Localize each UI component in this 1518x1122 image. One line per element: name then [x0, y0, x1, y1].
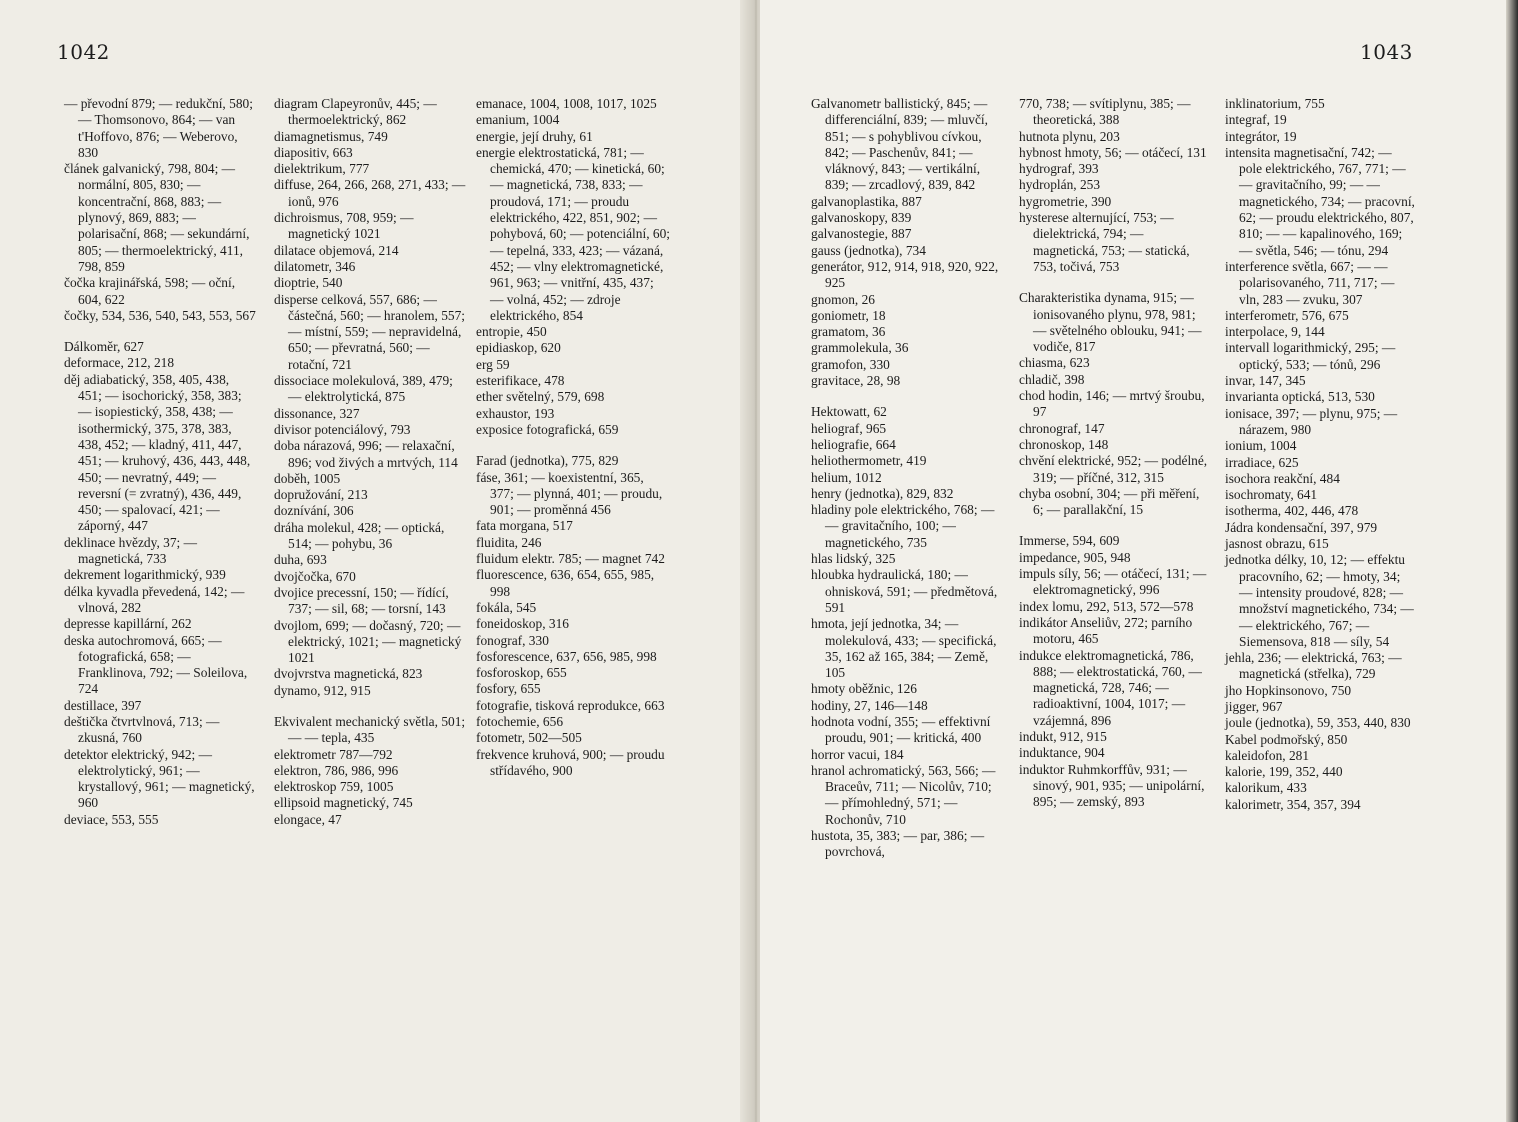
index-entry: hysterese alternující, 753; — dielektrická, 794; — magnetická, 753; — statická, 753, točivá, 753 — [1019, 210, 1190, 274]
index-entry: kalorikum, 433 — [1225, 780, 1307, 796]
index-entry: dissonance, 327 — [274, 405, 360, 421]
index-entry: hranol achromatický, 563, 566; — Braceův, 711; — Nicolův, 710; — přímohledný, 571; — Rochonův, 710 — [811, 762, 996, 827]
index-entry: dielektrikum, 777 — [274, 161, 370, 177]
index-entry: jho Hopkinsonovo, 750 — [1225, 682, 1352, 698]
index-entry: dvojlom, 699; — dočasný, 720; — elektrický, 1021; — magnetický 1021 — [274, 617, 462, 666]
index-entry: indikátor Anseliův, 272; parního motoru, 465 — [1019, 614, 1193, 647]
index-entry: fosfory, 655 — [476, 681, 541, 697]
index-entry: fáse, 361; — koexistentní, 365, 377; — plynná, 401; — proudu, 901; — proměnná 456 — [476, 469, 663, 518]
index-entry: Farad (jednotka), 775, 829 — [476, 453, 619, 469]
index-entry: hloubka hydraulická, 180; — ohnisková, 591; — předmětová, 591 — [811, 567, 998, 615]
index-entry: fosforescence, 637, 656, 985, 998 — [476, 648, 657, 664]
index-entry: chyba osobní, 304; — při měření, 6; — parallakční, 15 — [1019, 485, 1200, 518]
index-entry: hydrograf, 393 — [1019, 161, 1099, 177]
index-entry: čočky, 534, 536, 540, 543, 553, 567 — [64, 307, 256, 323]
index-entry: ionisace, 397; — plynu, 975; — nárazem, 980 — [1225, 405, 1398, 437]
index-entry: 770, 738; — svítiplynu, 385; — theoretická, 388 — [1019, 96, 1191, 128]
index-column-5 — [1019, 96, 1211, 810]
index-column-1 — [64, 96, 256, 828]
index-entry: Ekvivalent mechanický světla, 501; — — tepla, 435 — [274, 713, 466, 746]
index-entry: gauss (jednotka), 734 — [811, 242, 926, 258]
index-entry: dioptrie, 540 — [274, 275, 343, 291]
index-entry: fluorescence, 636, 654, 655, 985, 998 — [476, 567, 655, 599]
index-entry: emanium, 1004 — [476, 112, 560, 128]
index-entry: elongace, 47 — [274, 811, 342, 827]
index-column-2 — [274, 96, 466, 828]
index-entry: Immerse, 594, 609 — [1019, 533, 1120, 549]
index-entry: exhaustor, 193 — [476, 405, 555, 421]
index-entry: heliothermometr, 419 — [811, 453, 927, 469]
index-entry: dráha molekul, 428; — optická, 514; — pohybu, 36 — [274, 519, 445, 552]
index-entry: hodiny, 27, 146—148 — [811, 697, 928, 713]
index-entry: fotometr, 502—505 — [476, 730, 582, 746]
index-entry: doběh, 1005 — [274, 470, 341, 486]
index-entry: galvanoplastika, 887 — [811, 193, 922, 209]
index-entry: gnomon, 26 — [811, 291, 875, 307]
index-entry: Jádra kondensační, 397, 979 — [1225, 519, 1378, 535]
index-entry: doba nárazová, 996; — relaxační, 896; vod živých a mrtvých, 114 — [274, 438, 458, 470]
index-entry: gramofon, 330 — [811, 356, 890, 372]
index-entry: dynamo, 912, 915 — [274, 682, 371, 698]
index-entry: impuls síly, 56; — otáčecí, 131; — elektromagnetický, 996 — [1019, 566, 1207, 598]
index-entry: energie, její druhy, 61 — [476, 128, 593, 144]
index-entry: fluidum elektr. 785; — magnet 742 — [476, 551, 665, 567]
index-entry: grammolekula, 36 — [811, 340, 909, 356]
index-entry: hladiny pole elektrického, 768; — — gravitačního, 100; — magnetického, 735 — [811, 502, 995, 550]
index-entry: isotherma, 402, 446, 478 — [1225, 503, 1359, 519]
index-entry: Hektowatt, 62 — [811, 404, 887, 420]
index-entry: chronoskop, 148 — [1019, 436, 1109, 452]
page-edge-shadow — [1506, 0, 1518, 1122]
page-number-left: 1042 — [57, 40, 110, 64]
index-entry: dilatace objemová, 214 — [274, 242, 399, 258]
index-entry: disperse celková, 557, 686; — částečná, 560; — hranolem, 557; — místní, 559; — nepravidelná, 650; — převratná, 560; — rotační, 721 — [274, 291, 466, 372]
index-entry: jasnost obrazu, 615 — [1225, 536, 1329, 552]
index-entry: galvanostegie, 887 — [811, 226, 912, 242]
index-entry: detektor elektrický, 942; — elektrolytický, 961; — krystallový, 961; — magnetický, 960 — [64, 746, 255, 811]
index-column-6 — [1225, 96, 1415, 813]
index-entry: fosforoskop, 655 — [476, 665, 567, 681]
index-entry: ether světelný, 579, 698 — [476, 389, 605, 405]
index-entry: joule (jednotka), 59, 353, 440, 830 — [1225, 715, 1411, 731]
index-entry: elektroskop 759, 1005 — [274, 779, 394, 795]
index-entry: deštička čtvrtvlnová, 713; — zkusná, 760 — [64, 713, 220, 746]
index-entry: jehla, 236; — elektrická, 763; — magnetická (střelka), 729 — [1225, 650, 1402, 682]
index-entry: ionium, 1004 — [1225, 438, 1297, 454]
index-entry: ellipsoid magnetický, 745 — [274, 795, 413, 811]
index-entry: deklinace hvězdy, 37; — magnetická, 733 — [64, 534, 197, 567]
index-entry: gramatom, 36 — [811, 324, 886, 340]
index-entry: invar, 147, 345 — [1225, 373, 1306, 389]
index-entry: hmota, její jednotka, 34; — molekulová, 433; — specifická, 35, 162 až 165, 384; — Země, 105 — [811, 616, 997, 681]
index-entry: dilatometr, 346 — [274, 258, 356, 274]
index-entry: heliograf, 965 — [811, 420, 887, 436]
index-entry: dvojčočka, 670 — [274, 568, 356, 584]
index-entry: chvění elektrické, 952; — podélné, 319; — příčné, 312, 315 — [1019, 453, 1208, 485]
index-entry: intervall logarithmický, 295; — optický, 533; — tónů, 296 — [1225, 340, 1396, 372]
index-entry: induktor Ruhmkorffův, 931; — sinový, 901, 935; — unipolární, 895; — zemský, 893 — [1019, 761, 1205, 810]
index-entry: induktance, 904 — [1019, 745, 1105, 761]
index-entry: gravitace, 28, 98 — [811, 373, 901, 389]
index-entry: jigger, 967 — [1225, 698, 1283, 714]
index-entry: index lomu, 292, 513, 572—578 — [1019, 598, 1194, 614]
index-entry: diamagnetismus, 749 — [274, 128, 388, 144]
index-entry: invarianta optická, 513, 530 — [1225, 389, 1375, 405]
index-entry: deformace, 212, 218 — [64, 355, 175, 371]
index-entry: Kabel podmořský, 850 — [1225, 731, 1348, 747]
index-entry: diffuse, 264, 266, 268, 271, 433; — ionů, 976 — [274, 177, 466, 209]
index-entry: fotochemie, 656 — [476, 713, 564, 729]
index-entry: fotografie, tisková reprodukce, 663 — [476, 697, 665, 713]
index-entry: heliografie, 664 — [811, 436, 896, 452]
index-entry: hygrometrie, 390 — [1019, 193, 1112, 209]
index-entry: fata morgana, 517 — [476, 518, 573, 534]
index-entry: indukt, 912, 915 — [1019, 728, 1107, 744]
index-entry: hustota, 35, 383; — par, 386; — povrchová, — [811, 828, 985, 860]
index-entry: fokála, 545 — [476, 599, 537, 615]
index-entry: diapositiv, 663 — [274, 144, 353, 160]
index-entry: chiasma, 623 — [1019, 355, 1090, 371]
page-number-right: 1043 — [1360, 40, 1413, 64]
index-entry: integrátor, 19 — [1225, 128, 1297, 144]
index-entry: deska autochromová, 665; — fotografická, 658; — Franklinova, 792; — Soleilova, 724 — [64, 632, 248, 697]
index-entry: helium, 1012 — [811, 469, 882, 485]
index-entry: elektron, 786, 986, 996 — [274, 762, 399, 778]
index-entry: goniometr, 18 — [811, 307, 886, 323]
index-entry: foneidoskop, 316 — [476, 616, 569, 632]
index-column-3 — [476, 96, 670, 779]
index-entry: hybnost hmoty, 56; — otáčecí, 131 — [1019, 144, 1207, 160]
index-entry: kaleidofon, 281 — [1225, 747, 1310, 763]
index-entry: fluidita, 246 — [476, 534, 542, 550]
index-entry: článek galvanický, 798, 804; — normální, 805, 830; — koncentrační, 868, 883; — plynový, 869, 883; — polarisační, 868; — sekundární, 805; — thermoelektrický, 411, 798, 859 — [64, 161, 250, 274]
index-entry: exposice fotografická, 659 — [476, 421, 619, 437]
index-entry: interpolace, 9, 144 — [1225, 324, 1325, 340]
index-entry: dvojvrstva magnetická, 823 — [274, 666, 423, 682]
index-entry: entropie, 450 — [476, 324, 547, 340]
index-entry: čočka krajinářská, 598; — oční, 604, 622 — [64, 275, 236, 307]
index-entry: indukce elektromagnetická, 786, 888; — elektrostatická, 760, — magnetická, 728, 746; — radioaktivní, 1004, 1017; — vzájemná, 896 — [1019, 647, 1202, 728]
index-entry: interferometr, 576, 675 — [1225, 307, 1349, 323]
index-entry: inklinatorium, 755 — [1225, 96, 1325, 111]
index-entry: dissociace molekulová, 389, 479; — elektrolytická, 875 — [274, 373, 453, 405]
index-entry: impedance, 905, 948 — [1019, 549, 1131, 565]
index-entry: horror vacui, 184 — [811, 746, 904, 762]
index-entry: chladič, 398 — [1019, 371, 1085, 387]
index-entry: kalorimetr, 354, 357, 394 — [1225, 796, 1361, 812]
index-entry: intensita magnetisační, 742; — pole elektrického, 767, 771; — — gravitačního, 99; — — magnetického, 734; — pracovní, 62; — proudu elektrického, 807, 810; — — kapalinového, 169; — světla, 546; — tónu, 294 — [1225, 144, 1415, 258]
index-entry: destillace, 397 — [64, 697, 142, 713]
index-entry: erg 59 — [476, 356, 510, 372]
index-entry: irradiace, 625 — [1225, 454, 1299, 470]
index-entry: Charakteristika dynama, 915; — ionisovaného plynu, 978, 981; — světelného oblouku, 941; — vodiče, 817 — [1019, 290, 1202, 355]
index-entry: hydroplán, 253 — [1019, 177, 1101, 193]
index-entry: délka kyvadla převedená, 142; — vlnová, 282 — [64, 583, 245, 615]
index-entry: dvojice precessní, 150; — řídící, 737; — sil, 68; — torsní, 143 — [274, 584, 449, 617]
index-entry: divisor potenciálový, 793 — [274, 421, 411, 437]
index-entry: hodnota vodní, 355; — effektivní proudu, 901; — kritická, 400 — [811, 713, 991, 746]
index-entry: deviace, 553, 555 — [64, 811, 159, 827]
index-entry: dopružování, 213 — [274, 487, 368, 503]
index-entry: dekrement logarithmický, 939 — [64, 567, 226, 583]
index-entry: generátor, 912, 914, 918, 920, 922, 925 — [811, 258, 999, 291]
index-entry: isochora reakční, 484 — [1225, 470, 1340, 486]
index-entry: hutnota plynu, 203 — [1019, 128, 1120, 144]
index-entry: diagram Clapeyronův, 445; — thermoelektrický, 862 — [274, 96, 437, 128]
index-entry: interference světla, 667; — — polarisovaného, 711, 717; — vln, 283 — zvuku, 307 — [1225, 258, 1395, 307]
index-entry: isochromaty, 641 — [1225, 487, 1318, 503]
index-entry: děj adiabatický, 358, 405, 438, 451; — isochorický, 358, 383; — isopiestický, 358, 438; — isothermický, 375, 378, 383, 438, 452; — kladný, 411, 447, 451; — kruhový, 436, 443, 448, 450; — nevratný, 449; — reversní (= zvratný), 436, 449, 450; — spalovací, 421; — záporný, 447 — [64, 371, 251, 534]
index-entry: emanace, 1004, 1008, 1017, 1025 — [476, 96, 657, 111]
index-entry: galvanoskopy, 839 — [811, 210, 912, 226]
index-entry: henry (jednotka), 829, 832 — [811, 485, 954, 501]
index-entry: fonograf, 330 — [476, 632, 549, 648]
index-entry: Dálkoměr, 627 — [64, 339, 144, 355]
index-entry: Galvanometr ballistický, 845; — differenciální, 839; — mluvčí, 851; — s pohyblivou cívkou, 842; — Paschenův, 841; — vláknový, 843; — vertikální, 839; — zrcadlový, 839, 842 — [811, 96, 989, 193]
index-entry: — převodní 879; — redukční, 580; — Thomsonovo, 864; — van t'Hoffovo, 876; — Weberovo, 830 — [64, 96, 253, 160]
index-entry: duha, 693 — [274, 552, 327, 568]
index-entry: frekvence kruhová, 900; — proudu střídavého, 900 — [476, 746, 665, 778]
index-entry: kalorie, 199, 352, 440 — [1225, 764, 1343, 780]
index-entry: epidiaskop, 620 — [476, 340, 561, 356]
index-entry: energie elektrostatická, 781; — chemická, 470; — kinetická, 60; — magnetická, 738, 833; — proudová, 171; — proudu elektrického, 422, 851, 902; — pohybová, 60; — potenciální, 60; — tepelná, 333, 423; — vázaná, 452; — vlny elektromagnetické, 961, 963; — vnitřní, 435, 437; — volná, 452; — zdroje elektrického, 854 — [476, 144, 671, 323]
index-entry: chronograf, 147 — [1019, 420, 1105, 436]
index-entry: esterifikace, 478 — [476, 373, 565, 389]
index-entry: dichroismus, 708, 959; — magnetický 1021 — [274, 210, 414, 242]
index-entry: chod hodin, 146; — mrtvý šroubu, 97 — [1019, 388, 1205, 420]
index-entry: jednotka délky, 10, 12; — effektu pracovního, 62; — hmoty, 34; — intensity proudové, 828; — množství magnetického, 734; — — elektrického, 767; — Siemensova, 818 — síly, 54 — [1225, 552, 1414, 649]
index-column-4 — [811, 96, 1007, 861]
index-entry: doznívání, 306 — [274, 503, 354, 519]
index-entry: elektrometr 787—792 — [274, 746, 393, 762]
index-entry: hlas lidský, 325 — [811, 551, 896, 567]
index-entry: integraf, 19 — [1225, 112, 1287, 128]
index-entry: hmoty oběžnic, 126 — [811, 681, 917, 697]
index-entry: depresse kapillární, 262 — [64, 616, 192, 632]
